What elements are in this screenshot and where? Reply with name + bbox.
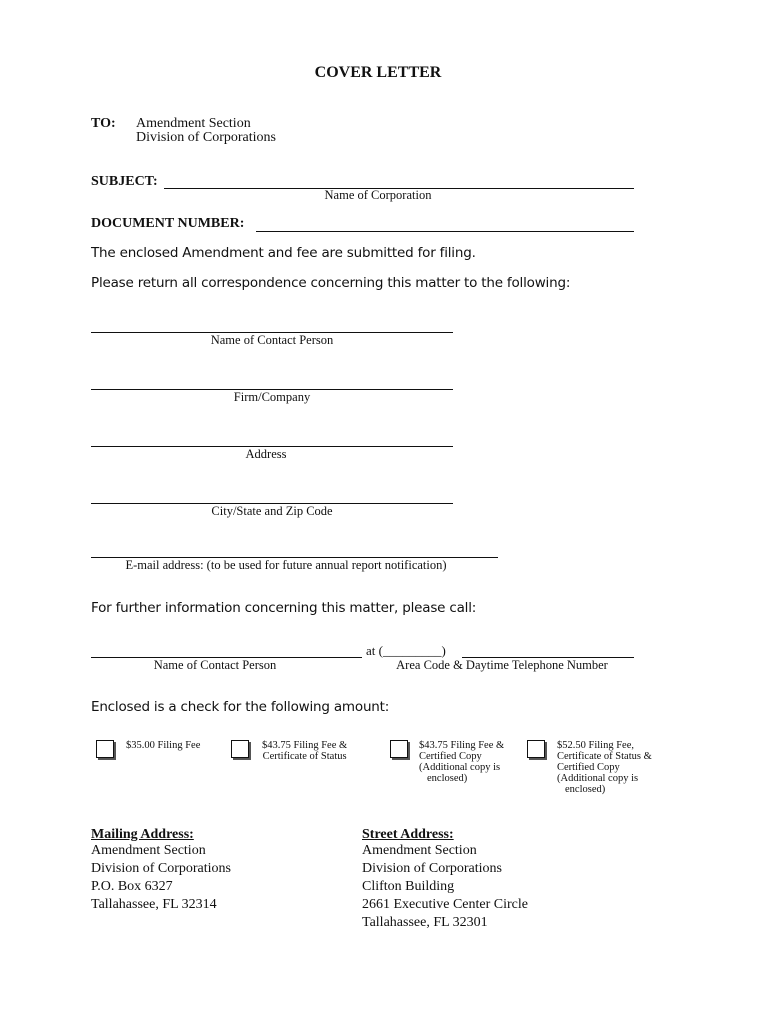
- subject-label: SUBJECT:: [91, 174, 158, 189]
- subject-caption: Name of Corporation: [324, 188, 432, 202]
- fee-35-label: $35.00 Filing Fee: [126, 740, 201, 751]
- contact-name-caption: Name of Contact Person: [210, 333, 334, 347]
- call-contact-name-caption: Name of Contact Person: [153, 658, 277, 672]
- document-number-label: DOCUMENT NUMBER:: [91, 216, 245, 231]
- street-address-line: Division of Corporations: [362, 861, 502, 876]
- fee-43-75-status-checkbox[interactable]: [231, 740, 249, 758]
- street-address: [362, 826, 528, 932]
- address-caption: Address: [245, 447, 287, 461]
- fee-52-50-label: $52.50 Filing Fee, Certificate of Status & Certified Copy (Additional copy is enclosed): [557, 740, 652, 795]
- email-caption: E-mail address: (to be used for future annual report notification): [125, 558, 447, 572]
- street-address-line: Clifton Building: [362, 879, 455, 894]
- city-state-zip-caption: City/State and Zip Code: [211, 504, 333, 518]
- check-text: Enclosed is a check for the following amount:: [91, 699, 390, 715]
- further-info-text: For further information concerning this matter, please call:: [91, 600, 477, 616]
- to-label: TO:: [91, 116, 116, 131]
- fee-43-75-status-label: $43.75 Filing Fee & Certificate of Status: [262, 740, 348, 762]
- street-address-heading: Street Address:: [362, 827, 454, 842]
- fee-43-75-copy-checkbox[interactable]: [390, 740, 408, 758]
- fee-35-checkbox[interactable]: [96, 740, 114, 758]
- mailing-address-line: P.O. Box 6327: [91, 879, 173, 894]
- page-title: COVER LETTER: [314, 64, 442, 81]
- mailing-address-line: Amendment Section: [91, 843, 206, 858]
- to-line-2: Division of Corporations: [136, 130, 276, 145]
- telephone-caption: Area Code & Daytime Telephone Number: [396, 658, 608, 672]
- mailing-address: [91, 826, 231, 914]
- to-line-1: Amendment Section: [136, 116, 251, 131]
- firm-caption: Firm/Company: [233, 390, 311, 404]
- street-address-line: Amendment Section: [362, 843, 477, 858]
- document-number-field[interactable]: [256, 231, 634, 232]
- fee-43-75-copy-label: $43.75 Filing Fee & Certified Copy (Additional copy is enclosed): [419, 740, 505, 784]
- street-address-line: 2661 Executive Center Circle: [362, 897, 528, 912]
- mailing-address-line: Tallahassee, FL 32314: [91, 897, 217, 912]
- street-address-line: Tallahassee, FL 32301: [362, 915, 488, 930]
- mailing-address-heading: Mailing Address:: [91, 827, 194, 842]
- mailing-address-line: Division of Corporations: [91, 861, 231, 876]
- fee-52-50-checkbox[interactable]: [527, 740, 545, 758]
- return-text: Please return all correspondence concerning this matter to the following:: [91, 275, 571, 291]
- at-area-code: at (_________): [366, 643, 446, 658]
- enclosed-text: The enclosed Amendment and fee are submitted for filing.: [91, 245, 476, 261]
